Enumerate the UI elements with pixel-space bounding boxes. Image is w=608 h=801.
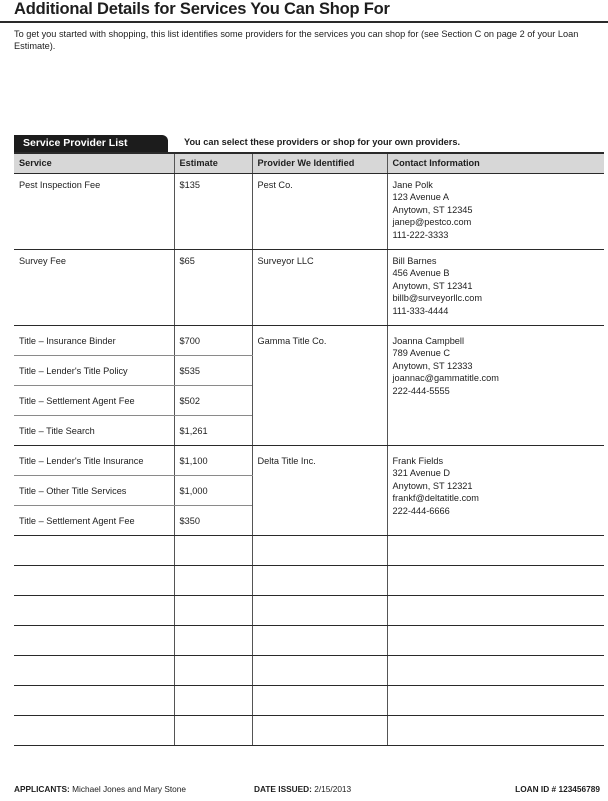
empty-table-row	[14, 535, 604, 565]
provider-cell: Gamma Title Co.	[252, 325, 387, 445]
contact-line: frankf@deltatitle.com	[392, 493, 479, 503]
service-name-cell: Title – Title Search	[14, 415, 174, 445]
contact-line: 111-333-4444	[392, 305, 449, 316]
contact-line: 111-222-3333	[392, 229, 449, 240]
empty-cell	[387, 715, 604, 745]
estimate-cell: $1,100	[174, 445, 252, 475]
table-row	[14, 173, 604, 249]
table-body	[14, 173, 604, 745]
table-row	[14, 249, 604, 325]
column-header-service: Service	[14, 153, 174, 173]
contact-line: 123 Avenue A	[392, 192, 450, 202]
date-issued-label: DATE ISSUED:	[254, 784, 312, 794]
empty-cell	[387, 685, 604, 715]
empty-cell	[14, 535, 174, 565]
contact-line: Anytown, ST 12345	[392, 204, 473, 215]
empty-cell	[14, 655, 174, 685]
estimate-cell: $700	[174, 325, 252, 355]
contact-info-cell	[387, 173, 604, 249]
empty-cell	[252, 625, 387, 655]
applicants-value: Michael Jones and Mary Stone	[72, 784, 187, 794]
empty-table-row	[14, 655, 604, 685]
service-name-cell: Title – Settlement Agent Fee	[14, 385, 174, 415]
estimate-cell: $1,261	[174, 415, 252, 445]
empty-cell	[14, 715, 174, 745]
loan-id-label: LOAN ID #	[515, 784, 557, 794]
loan-id-value: 123456789	[558, 784, 600, 794]
provider-cell: Delta Title Inc.	[252, 445, 387, 535]
contact-line: 789 Avenue C	[392, 348, 451, 358]
column-header-contact: Contact Information	[387, 153, 604, 173]
intro-text: To get you started with shopping, this list identifies some providers for the services you can shop for (see Section C on page 2 of your Loan Estimate).	[14, 29, 579, 51]
estimate-cell: $502	[174, 385, 252, 415]
empty-cell	[174, 535, 252, 565]
empty-cell	[174, 685, 252, 715]
empty-table-row	[14, 715, 604, 745]
empty-table-row	[14, 565, 604, 595]
column-header-estimate: Estimate	[174, 153, 252, 173]
page-title: Additional Details for Services You Can Shop For	[14, 0, 390, 18]
empty-cell	[174, 625, 252, 655]
estimate-cell: $135	[174, 173, 252, 249]
service-provider-list-tab: Service Provider List	[14, 135, 168, 152]
empty-cell	[174, 595, 252, 625]
applicants-label: APPLICANTS:	[14, 784, 70, 794]
empty-cell	[387, 595, 604, 625]
empty-cell	[387, 565, 604, 595]
service-name-cell: Pest Inspection Fee	[14, 173, 174, 249]
service-name-cell: Title – Insurance Binder	[14, 325, 174, 355]
empty-table-row	[14, 685, 604, 715]
empty-cell	[252, 535, 387, 565]
contact-line: Anytown, ST 12321	[392, 480, 473, 491]
provider-cell: Surveyor LLC	[252, 249, 387, 325]
contact-line: Anytown, ST 12341	[392, 280, 473, 291]
title-divider	[0, 21, 608, 23]
service-name-cell: Title – Lender's Title Policy	[14, 355, 174, 385]
contact-info-cell	[387, 445, 604, 535]
contact-line: Joanna Campbell	[392, 335, 465, 346]
empty-cell	[252, 655, 387, 685]
table-row	[14, 445, 604, 475]
service-name-cell: Title – Settlement Agent Fee	[14, 505, 174, 535]
estimate-cell: $65	[174, 249, 252, 325]
provider-cell: Pest Co.	[252, 173, 387, 249]
contact-line: billb@surveyorllc.com	[392, 293, 482, 303]
empty-cell	[14, 685, 174, 715]
footer-applicants	[14, 784, 186, 794]
empty-cell	[14, 625, 174, 655]
empty-cell	[252, 685, 387, 715]
empty-cell	[387, 535, 604, 565]
empty-cell	[387, 655, 604, 685]
empty-cell	[252, 715, 387, 745]
contact-line: Bill Barnes	[392, 255, 437, 266]
table-row	[14, 325, 604, 355]
service-name-cell: Title – Other Title Services	[14, 475, 174, 505]
empty-cell	[14, 565, 174, 595]
footer-date-issued	[254, 784, 351, 794]
contact-info-cell	[387, 325, 604, 445]
empty-cell	[174, 715, 252, 745]
contact-line: 222-444-5555	[392, 385, 450, 396]
contact-line: 222-444-6666	[392, 505, 450, 516]
contact-line: joannac@gammatitle.com	[392, 373, 499, 383]
contact-line: Frank Fields	[392, 455, 444, 466]
estimate-cell: $350	[174, 505, 252, 535]
service-name-cell: Survey Fee	[14, 249, 174, 325]
empty-table-row	[14, 625, 604, 655]
table-header-row	[14, 153, 604, 173]
contact-info-cell	[387, 249, 604, 325]
contact-line: Jane Polk	[392, 179, 433, 190]
empty-cell	[174, 655, 252, 685]
date-issued-value: 2/15/2013	[314, 784, 352, 794]
empty-cell	[387, 625, 604, 655]
empty-cell	[252, 595, 387, 625]
contact-line: 456 Avenue B	[392, 268, 450, 278]
contact-line: janep@pestco.com	[392, 217, 472, 227]
empty-table-row	[14, 595, 604, 625]
estimate-cell: $1,000	[174, 475, 252, 505]
column-header-provider: Provider We Identified	[252, 153, 387, 173]
empty-cell	[252, 565, 387, 595]
tab-note: You can select these providers or shop for your own providers.	[184, 137, 461, 147]
service-provider-table	[14, 152, 604, 746]
contact-line: 321 Avenue D	[392, 468, 451, 478]
empty-cell	[14, 595, 174, 625]
contact-line: Anytown, ST 12333	[392, 360, 473, 371]
footer-loan-id	[515, 784, 600, 794]
service-name-cell: Title – Lender's Title Insurance	[14, 445, 174, 475]
empty-cell	[174, 565, 252, 595]
estimate-cell: $535	[174, 355, 252, 385]
